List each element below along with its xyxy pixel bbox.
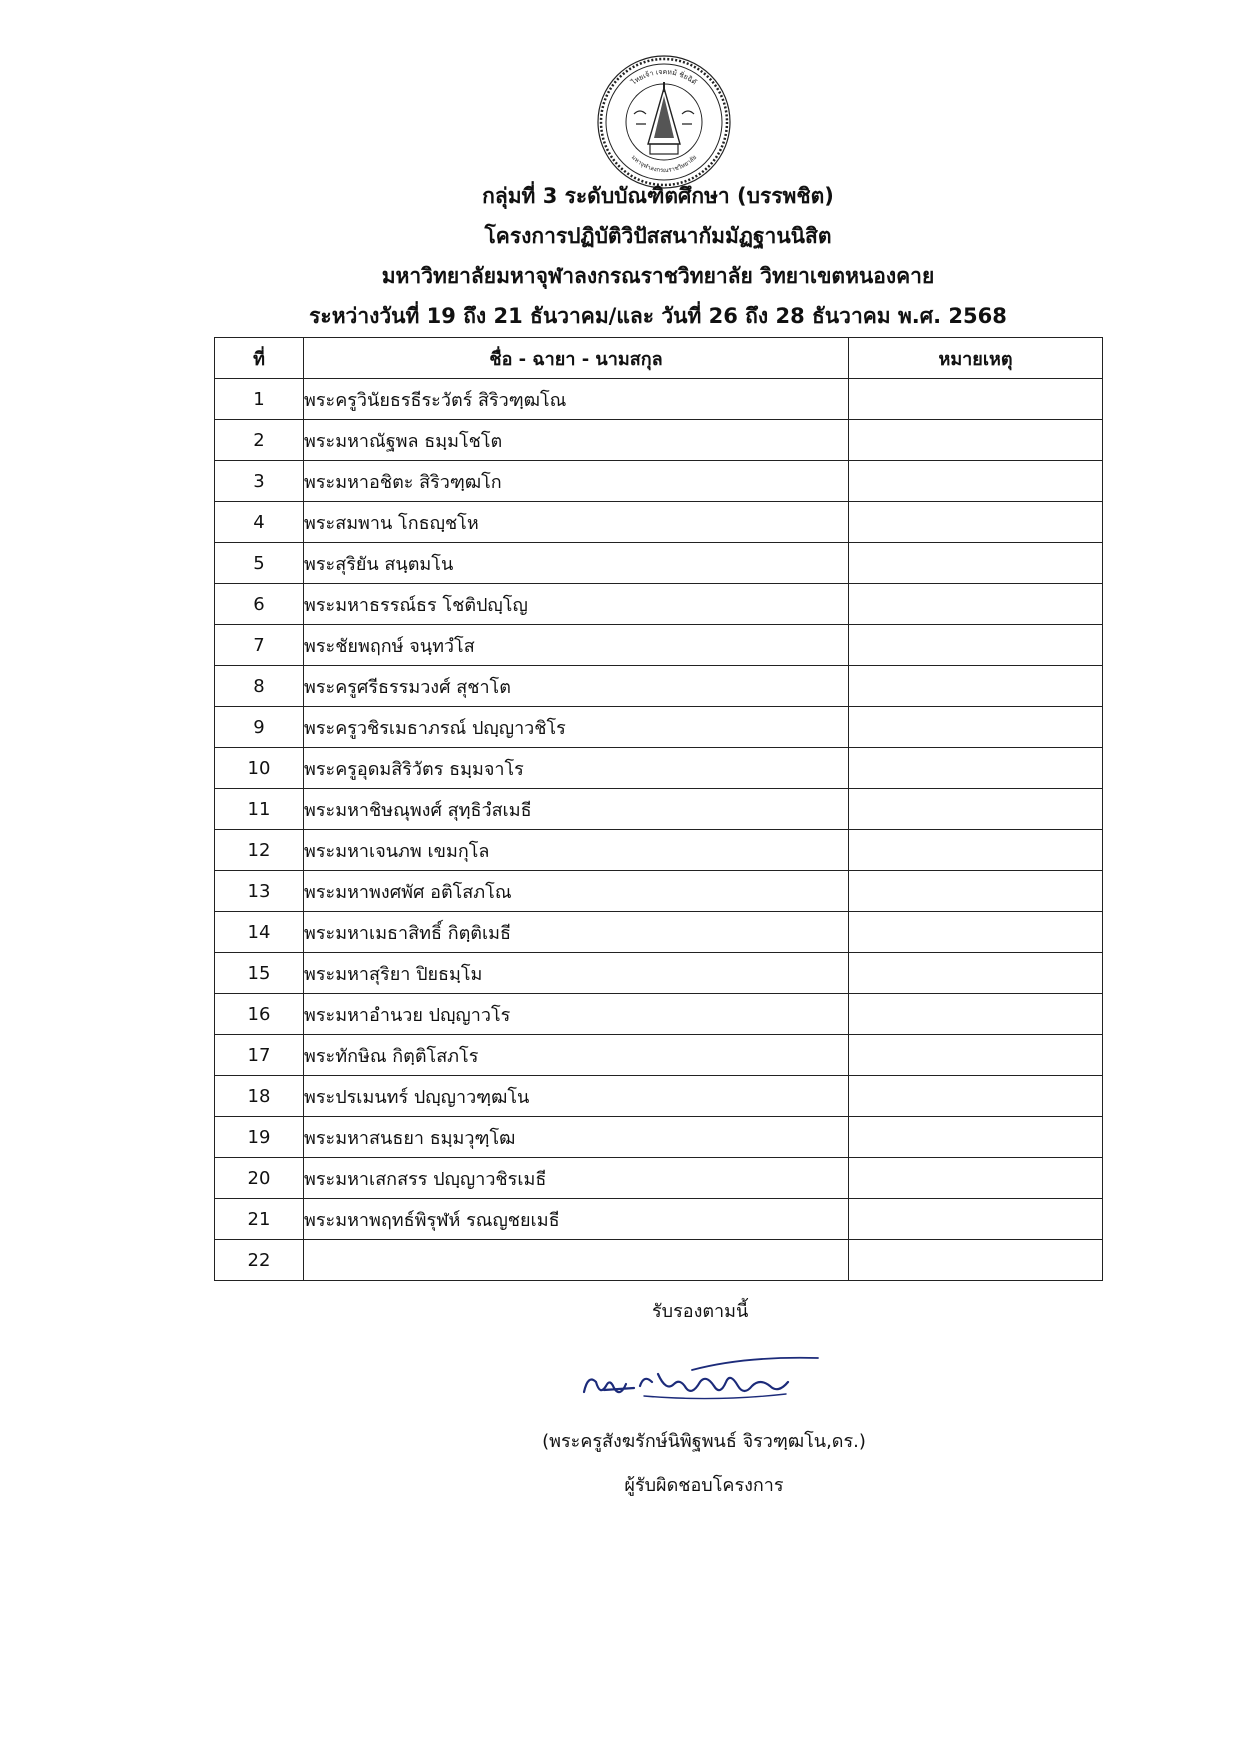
date-range: ระหว่างวันที่ 19 ถึง 21 ธันวาคม/และ วันที่ 26 ถึง 28 ธันวาคม พ.ศ. 2568 xyxy=(309,304,1007,328)
table-row xyxy=(215,871,1103,912)
table-row xyxy=(215,1117,1103,1158)
table-header-row xyxy=(215,338,1103,379)
table-row xyxy=(215,379,1103,420)
row-no: 15 xyxy=(215,953,304,994)
row-name: พระสุริยัน สนฺตมโน xyxy=(304,543,849,584)
row-no: 8 xyxy=(215,666,304,707)
row-remark xyxy=(849,871,1103,912)
row-no: 3 xyxy=(215,461,304,502)
row-no: 20 xyxy=(215,1158,304,1199)
svg-text:มหาจุฬาลงกรณราชวิทยาลัย: มหาจุฬาลงกรณราชวิทยาลัย xyxy=(629,153,699,175)
row-remark xyxy=(849,666,1103,707)
table-row xyxy=(215,1158,1103,1199)
row-remark xyxy=(849,830,1103,871)
table-row xyxy=(215,912,1103,953)
table-row xyxy=(215,830,1103,871)
svg-text:ไหยเจ้า เจคหม้ ชิ่ยฉิตั: ไหยเจ้า เจคหม้ ชิ่ยฉิตั xyxy=(629,67,699,87)
signer-name: (พระครูสังฆรักษ์นิพิฐพนธ์ จิรวฑฺฒโน,ดร.) xyxy=(542,1431,866,1452)
row-no: 9 xyxy=(215,707,304,748)
row-remark xyxy=(849,789,1103,830)
table-row xyxy=(215,420,1103,461)
row-no: 18 xyxy=(215,1076,304,1117)
row-name: พระมหาพฤทธ์พิรุฬห์ รณญชยเมธี xyxy=(304,1199,849,1240)
row-remark xyxy=(849,994,1103,1035)
row-no: 5 xyxy=(215,543,304,584)
row-remark xyxy=(849,1076,1103,1117)
row-name: พระมหาอำนวย ปญฺญาวโร xyxy=(304,994,849,1035)
row-name: พระมหาพงศพัศ อติโสภโณ xyxy=(304,871,849,912)
row-no: 16 xyxy=(215,994,304,1035)
row-name: พระมหาธรรณ์ธร โชติปญฺโญ xyxy=(304,584,849,625)
row-name: พระครูวชิรเมธาภรณ์ ปญฺญาวชิโร xyxy=(304,707,849,748)
row-remark xyxy=(849,1158,1103,1199)
document-heading xyxy=(0,176,1241,336)
table-row xyxy=(215,502,1103,543)
row-remark xyxy=(849,748,1103,789)
certification-text: รับรองตามนี้ xyxy=(652,1301,749,1322)
header-remark: หมายเหตุ xyxy=(849,338,1103,379)
table-row xyxy=(215,994,1103,1035)
row-remark xyxy=(849,543,1103,584)
row-no: 21 xyxy=(215,1199,304,1240)
table-row xyxy=(215,625,1103,666)
signer-role: ผู้รับผิดชอบโครงการ xyxy=(624,1475,784,1496)
row-remark xyxy=(849,625,1103,666)
row-remark xyxy=(849,1035,1103,1076)
row-no: 17 xyxy=(215,1035,304,1076)
row-remark xyxy=(849,379,1103,420)
table-row xyxy=(215,666,1103,707)
row-name: พระมหาเสกสรร ปญฺญาวชิรเมธี xyxy=(304,1158,849,1199)
row-name: พระทักษิณ กิตฺติโสภโร xyxy=(304,1035,849,1076)
row-no: 2 xyxy=(215,420,304,461)
row-no: 19 xyxy=(215,1117,304,1158)
row-name: พระมหาสุริยา ปิยธมฺโม xyxy=(304,953,849,994)
table-row xyxy=(215,543,1103,584)
row-remark xyxy=(849,502,1103,543)
row-no: 14 xyxy=(215,912,304,953)
row-remark xyxy=(849,1199,1103,1240)
row-name: พระปรเมนทร์ ปญฺญาวฑฺฒโน xyxy=(304,1076,849,1117)
row-name: พระชัยพฤกษ์ จนฺทวํโส xyxy=(304,625,849,666)
row-name: พระครูอุดมสิริวัตร ธมฺมจาโร xyxy=(304,748,849,789)
row-remark xyxy=(849,584,1103,625)
row-name: พระมหาณัฐพล ธมฺมโชโต xyxy=(304,420,849,461)
row-name: พระครูวินัยธรธีระวัตร์ สิริวฑฺฒโณ xyxy=(304,379,849,420)
university-seal-logo xyxy=(594,52,734,192)
participant-table xyxy=(214,337,1103,1281)
project-title: โครงการปฏิบัติวิปัสสนากัมมัฏฐานนิสิต xyxy=(484,224,832,248)
row-name: พระสมพาน โกธญฺชโห xyxy=(304,502,849,543)
row-name: พระมหาเจนภพ เขมกุโล xyxy=(304,830,849,871)
university-name: มหาวิทยาลัยมหาจุฬาลงกรณราชวิทยาลัย วิทยาเขตหนองคาย xyxy=(381,264,935,288)
table-row xyxy=(215,748,1103,789)
table-row xyxy=(215,461,1103,502)
row-remark xyxy=(849,707,1103,748)
row-name: พระมหาอชิตะ สิริวฑฺฒโก xyxy=(304,461,849,502)
row-remark xyxy=(849,953,1103,994)
row-remark xyxy=(849,912,1103,953)
row-no: 4 xyxy=(215,502,304,543)
row-no: 1 xyxy=(215,379,304,420)
row-name: พระมหาเมธาสิทธิ์ กิตฺติเมธี xyxy=(304,912,849,953)
row-remark xyxy=(849,461,1103,502)
header-no: ที่ xyxy=(215,338,304,379)
row-remark xyxy=(849,1240,1103,1281)
handwritten-signature xyxy=(574,1352,830,1412)
row-no: 13 xyxy=(215,871,304,912)
row-no: 12 xyxy=(215,830,304,871)
table-row xyxy=(215,1076,1103,1117)
header-name: ชื่อ - ฉายา - นามสกุล xyxy=(304,338,849,379)
row-name: พระครูศรีธรรมวงศ์ สุชาโต xyxy=(304,666,849,707)
table-row xyxy=(215,1199,1103,1240)
row-no: 11 xyxy=(215,789,304,830)
row-name: พระมหาชิษณุพงศ์ สุทฺธิวํสเมธี xyxy=(304,789,849,830)
group-title: กลุ่มที่ 3 ระดับบัณฑิตศึกษา (บรรพชิต) xyxy=(482,184,834,208)
table-row xyxy=(215,1035,1103,1076)
row-no: 10 xyxy=(215,748,304,789)
table-row xyxy=(215,789,1103,830)
row-remark xyxy=(849,1117,1103,1158)
row-no: 7 xyxy=(215,625,304,666)
table-row xyxy=(215,953,1103,994)
row-no: 6 xyxy=(215,584,304,625)
row-remark xyxy=(849,420,1103,461)
table-row xyxy=(215,584,1103,625)
row-name: พระมหาสนธยา ธมฺมวุฑฺโฒ xyxy=(304,1117,849,1158)
table-row xyxy=(215,707,1103,748)
row-no: 22 xyxy=(215,1240,304,1281)
row-name xyxy=(304,1240,849,1281)
table-row xyxy=(215,1240,1103,1281)
